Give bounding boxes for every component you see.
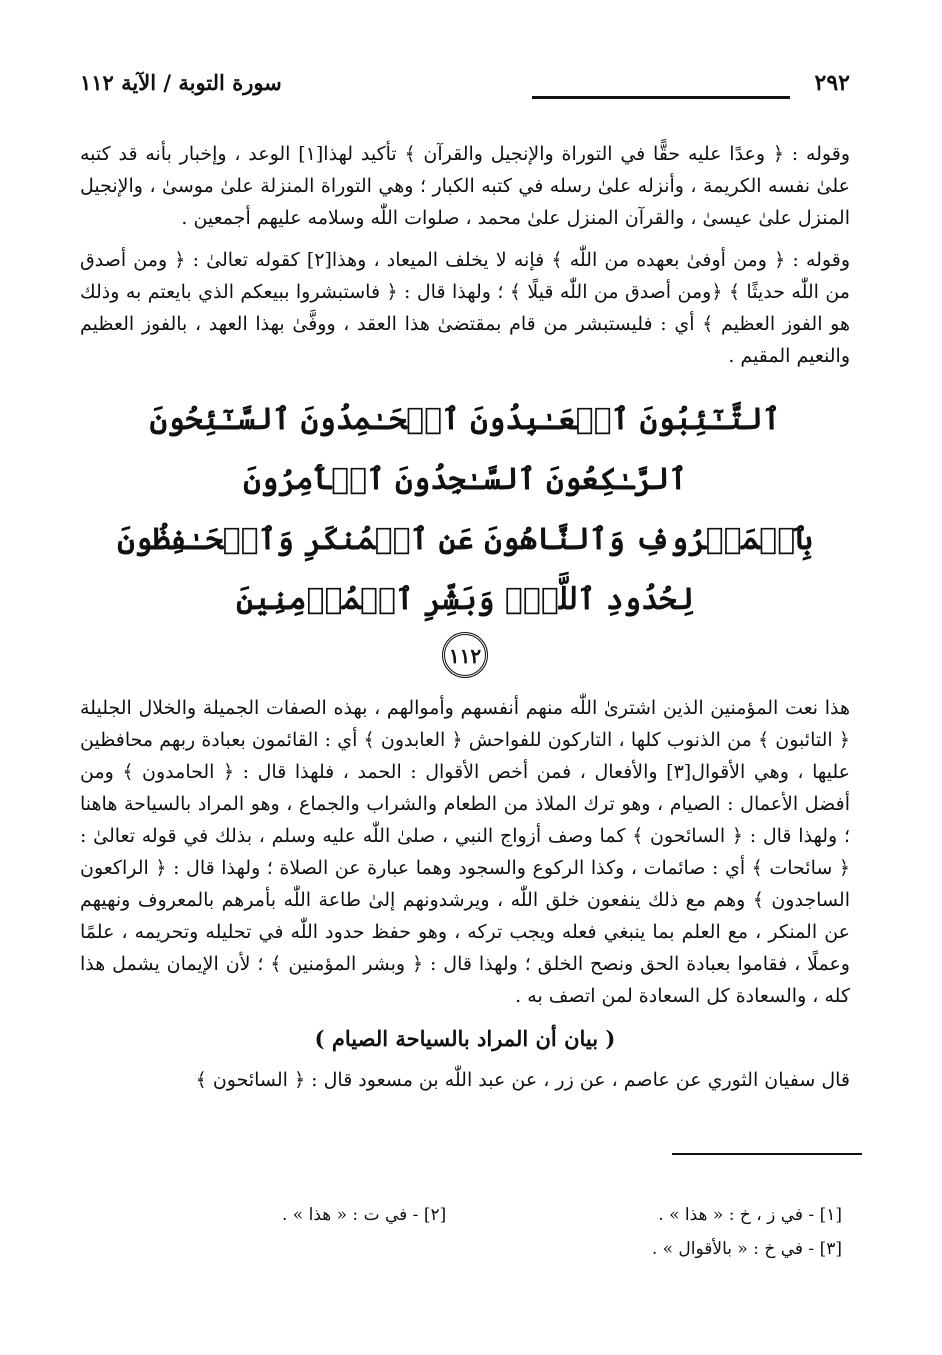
footnote-row-1 bbox=[282, 1198, 842, 1232]
footnote-separator bbox=[672, 1153, 862, 1155]
page-number: ٢٩٢ bbox=[814, 70, 850, 96]
page-header bbox=[80, 70, 850, 110]
footnote-row-2 bbox=[282, 1232, 842, 1266]
paragraph-1: وقوله : ﴿ وعدًا عليه حقًّا في التوراة والإنجيل والقرآن ﴾ تأكيد لهذا[١] الوعد ، وإخبار بأنه قد كتبه علىٰ نفسه الكريمة ، وأنزله علىٰ رسله في كتبه الكبار ؛ وهي التوراة المنزلة علىٰ موسىٰ ، والإنجيل المنزل علىٰ عيسىٰ ، والقرآن المنزل علىٰ محمد ، صلوات اللّٰه وسلامه عليهم أجمعين . bbox=[80, 143, 850, 229]
verse-line-1: ٱلتَّـٰٓئِبُونَ ٱلۡعَـٰبِدُونَ ٱلۡحَـٰمِدُونَ ٱلسَّـٰٓئِحُونَ ٱلرَّـٰكِعُونَ ٱلسَّـٰجِدُونَ ٱلۡأٓمِرُونَ bbox=[149, 402, 781, 497]
footnotes bbox=[222, 1198, 842, 1266]
paragraph-2: وقوله : ﴿ ومن أوفىٰ بعهده من اللّٰه ﴾ فإنه لا يخلف الميعاد ، وهذا[٢] كقوله تعالىٰ : ﴿ ومن أصدق من اللّٰه حديثًا ﴾ ﴿ومن أصدق من اللّٰه قيلًا ﴾ ؛ ولهذا قال : ﴿ فاستبشروا ببيعكم الذي بايعتم به وذلك هو الفوز العظيم ﴾ أي : فليستبشر من قام بمقتضىٰ هذا العقد ، ووفَّىٰ بهذا العهد ، بالفوز العظيم والنعيم المقيم . bbox=[80, 249, 850, 367]
footnote-3: [٣] - في خ : « بالأقوال » . bbox=[651, 1239, 842, 1259]
footnote-2: [٢] - في ت : « هذا » . bbox=[282, 1205, 447, 1225]
ayah-number-marker: ١١٢ bbox=[442, 632, 488, 678]
quran-verse bbox=[80, 390, 850, 678]
header-rule bbox=[532, 96, 790, 99]
last-paragraph: قال سفيان الثوري عن عاصم ، عن زر ، عن عبد اللّٰه بن مسعود قال : ﴿ السائحون ﴾ bbox=[195, 1069, 850, 1091]
section-heading: ( بيان أن المراد بالسياحة الصيام ) bbox=[314, 1026, 616, 1051]
verse-line-2: بِٱلۡمَعۡرُوفِ وَٱلنَّاهُونَ عَنِ ٱلۡمُنكَرِ وَٱلۡحَـٰفِظُونَ لِحُدُودِ ٱللَّهِۗ وَبَشِّرِ ٱلۡمُؤۡمِنِينَ bbox=[117, 522, 813, 617]
running-title: سورة التوبة / الآية ١١٢ bbox=[80, 70, 282, 95]
commentary-paragraph: هذا نعت المؤمنين الذين اشترىٰ اللّٰه منهم أنفسهم وأموالهم ، بهذه الصفات الجميلة والخلال الجليلة ﴿ التائبون ﴾ من الذنوب كلها ، التاركون للفواحش ﴿ العابدون ﴾ أي : القائمون بعبادة ربهم محافظين عليها ، وهي الأقوال[٣] والأفعال ، فمن أخص الأقوال : الحمد ، فلهذا قال : ﴿ الحامدون ﴾ ومن أفضل الأعمال : الصيام ، وهو ترك الملاذ من الطعام والشراب والجماع ، وهو المراد بالسياحة هاهنا ؛ ولهذا قال : ﴿ السائحون ﴾ كما وصف أزواج النبي ، صلىٰ اللّٰه عليه وسلم ، بذلك في قوله تعالىٰ : ﴿ سائحات ﴾ أي : صائمات ، وكذا الركوع والسجود وهما عبارة عن الصلاة ؛ ولهذا قال : ﴿ الراكعون الساجدون ﴾ وهم مع ذلك ينفعون خلق اللّٰه ، ويرشدونهم إلىٰ طاعة اللّٰه بأمرهم بالمعروف ونهيهم عن المنكر ، مع العلم بما ينبغي فعله ويجب تركه ، وهو حفظ حدود اللّٰه في تحليله وتحريمه ، علمًا وعملًا ، فقاموا بعبادة الحق ونصح الخلق ؛ ولهذا قال : ﴿ وبشر المؤمنين ﴾ ؛ لأن الإيمان يشمل هذا كله ، والسعادة كل السعادة لمن اتصف به . bbox=[80, 697, 850, 1007]
page bbox=[80, 70, 850, 1106]
footnote-1: [١] - في ز ، خ : « هذا » . bbox=[658, 1205, 842, 1225]
